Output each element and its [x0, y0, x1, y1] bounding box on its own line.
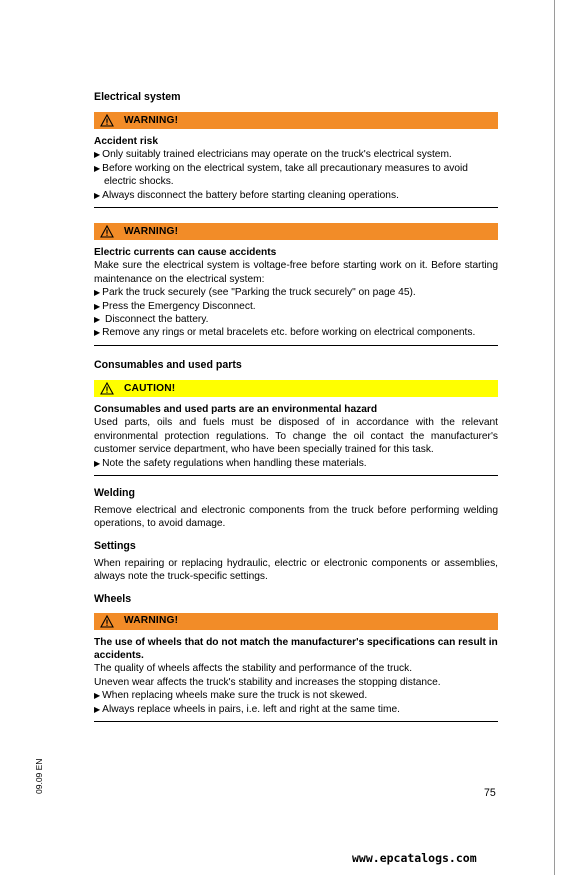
edition-code: 09.09 EN — [34, 758, 44, 794]
warning-banner — [94, 112, 498, 129]
section-title-electrical: Electrical system — [94, 91, 181, 103]
warning-triangle-icon — [100, 225, 114, 238]
section-title-settings: Settings — [94, 539, 136, 552]
warning-label: WARNING! — [124, 114, 179, 126]
caution-body: Used parts, oils and fuels must be disposed of in accordance with the relevant environmental protection regulations. To change the oil contact the manufacturer's customer service department, who have been specially trained for this task. — [94, 417, 498, 456]
warning-label: WARNING! — [124, 225, 179, 237]
list-item: ▶ Remove any rings or metal bracelets etc. before working on electrical components. — [94, 326, 498, 339]
warning-banner — [94, 223, 498, 240]
warning-block — [94, 246, 498, 346]
warning-intro: Make sure the electrical system is voltage-free before starting work on it. Before starting maintenance on the electrical system: — [94, 260, 498, 285]
settings-body: When repairing or replacing hydraulic, electric or electronic components or assemblies, always note the truck-specific settings. — [94, 557, 498, 583]
list-item: ▶ Always disconnect the battery before starting cleaning operations. — [94, 189, 498, 202]
warning-block — [94, 135, 498, 208]
warning-triangle-icon — [100, 114, 114, 127]
list-item: ▶ Only suitably trained electricians may operate on the truck's electrical system. — [94, 148, 498, 161]
warning-heading: Electric currents can cause accidents — [94, 247, 277, 259]
list-item: ▶ When replacing wheels make sure the truck is not skewed. — [94, 689, 498, 702]
welding-body: Remove electrical and electronic components from the truck before performing welding operations, to avoid damage. — [94, 504, 498, 530]
warning-triangle-icon — [100, 382, 114, 395]
list-item: ▶ Press the Emergency Disconnect. — [94, 300, 498, 313]
warning-line: Uneven wear affects the truck's stability and increases the stopping distance. — [94, 676, 441, 688]
warning-heading: The use of wheels that do not match the manufacturer's specifications can result in accidents. — [94, 636, 498, 661]
section-title-wheels: Wheels — [94, 592, 132, 605]
warning-block — [94, 636, 498, 722]
caution-label: CAUTION! — [124, 382, 176, 394]
list-item: ▶ Disconnect the battery. — [94, 313, 498, 326]
caution-banner — [94, 380, 498, 397]
caution-block — [94, 403, 498, 476]
warning-banner — [94, 613, 498, 630]
warning-label: WARNING! — [124, 615, 179, 627]
page-number: 75 — [484, 787, 496, 799]
list-item: ▶ Always replace wheels in pairs, i.e. left and right at the same time. — [94, 703, 498, 716]
list-item: ▶ Before working on the electrical system, take all precautionary measures to avoid electric shocks. — [94, 162, 498, 189]
section-title-consumables: Consumables and used parts — [94, 358, 242, 371]
warning-line: The quality of wheels affects the stability and performance of the truck. — [94, 663, 413, 675]
caution-heading: Consumables and used parts are an environmental hazard — [94, 403, 378, 415]
watermark: www.epcatalogs.com — [352, 851, 477, 865]
page-content — [94, 90, 498, 722]
list-item: ▶ Note the safety regulations when handling these materials. — [94, 457, 498, 470]
warning-triangle-icon — [100, 615, 114, 628]
list-item: ▶ Park the truck securely (see "Parking the truck securely" on page 45). — [94, 286, 498, 299]
warning-heading: Accident risk — [94, 136, 158, 147]
section-title-welding: Welding — [94, 486, 135, 499]
